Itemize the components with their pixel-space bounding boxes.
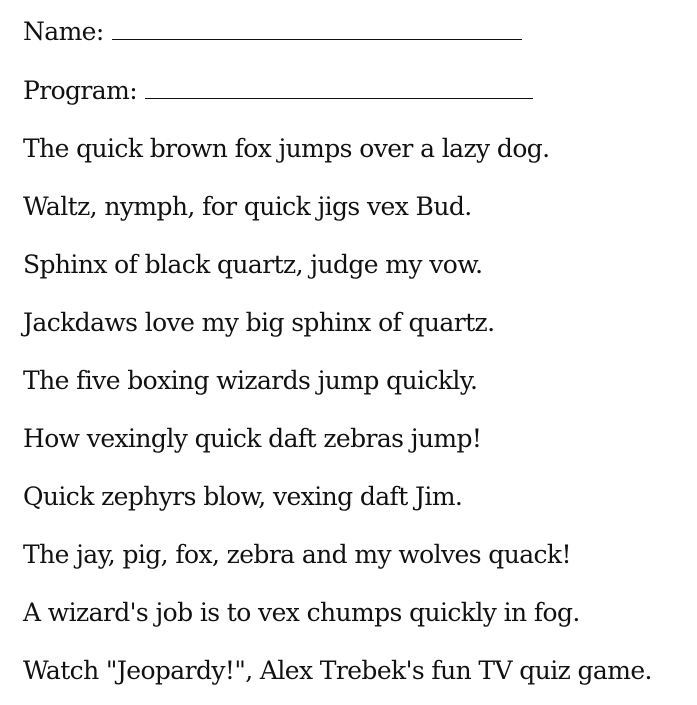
name-blank-line [112, 21, 522, 40]
program-label: Program: [23, 76, 138, 105]
sentence-8: The jay, pig, fox, zebra and my wolves quack! [23, 540, 571, 569]
sentence-5: The five boxing wizards jump quickly. [23, 366, 478, 395]
program-row [23, 62, 693, 120]
sentence-9: A wizard's job is to vex chumps quickly in fog. [23, 598, 580, 627]
name-row [23, 0, 693, 62]
sentence-2: Waltz, nymph, for quick jigs vex Bud. [23, 192, 472, 221]
name-label: Name: [23, 17, 104, 46]
sentence-10: Watch "Jeopardy!", Alex Trebek's fun TV quiz game. [23, 656, 652, 685]
sentence-7: Quick zephyrs blow, vexing daft Jim. [23, 482, 463, 511]
sentence-1: The quick brown fox jumps over a lazy dog. [23, 134, 550, 163]
worksheet [23, 0, 693, 700]
program-blank-line [145, 80, 533, 99]
sentence-6: How vexingly quick daft zebras jump! [23, 424, 482, 453]
sentence-4: Jackdaws love my big sphinx of quartz. [23, 308, 495, 337]
sentence-3: Sphinx of black quartz, judge my vow. [23, 250, 483, 279]
